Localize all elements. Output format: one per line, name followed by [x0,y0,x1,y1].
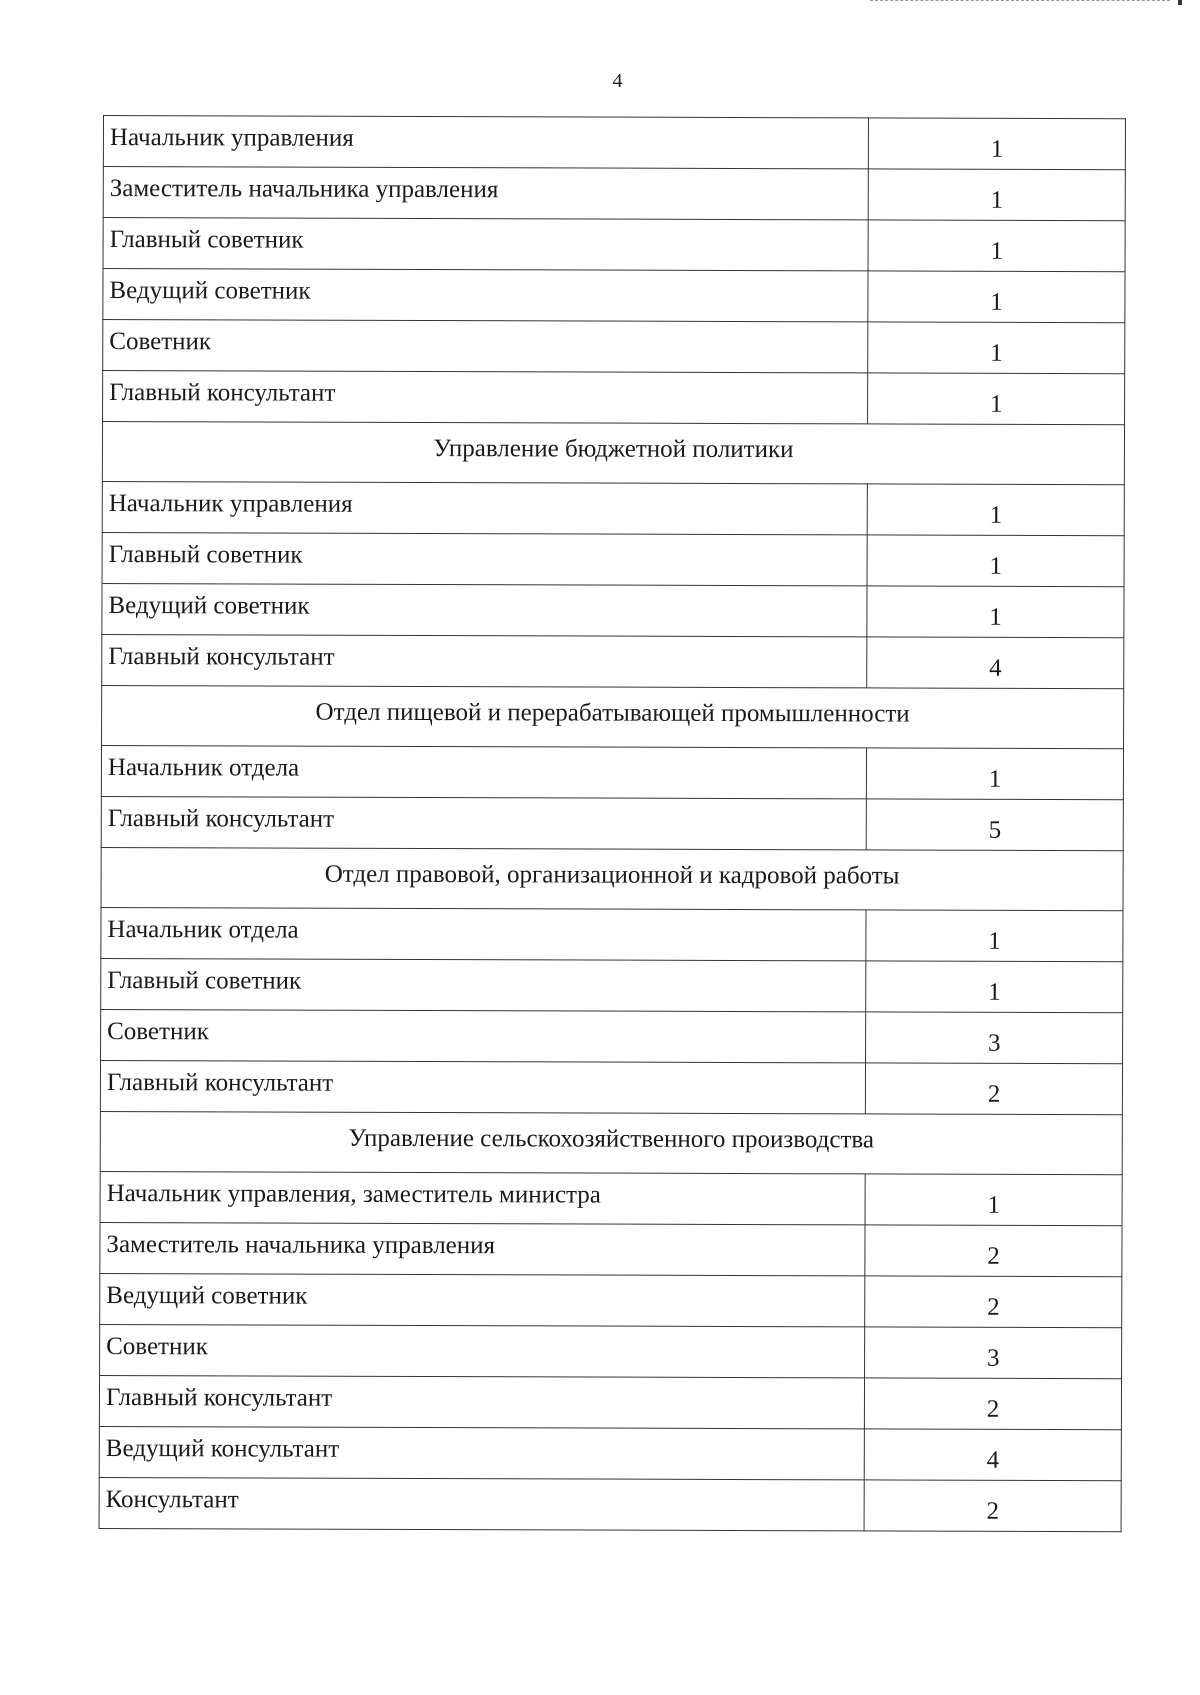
section-title: Отдел пищевой и перерабатывающей промышленности [102,685,1124,748]
table-row [102,481,1124,535]
position-cell: Главный консультант [99,1375,864,1428]
table-row [100,1171,1122,1225]
position-cell: Главный советник [103,218,868,271]
table-row [99,1375,1121,1429]
table-row [101,958,1123,1012]
count-cell: 5 [866,799,1123,851]
count-cell: 1 [868,220,1125,272]
table-row [103,116,1125,170]
section-title: Управление бюджетной политики [102,422,1124,485]
scan-edge-mark [870,0,1170,3]
count-cell: 1 [868,169,1125,221]
count-cell: 2 [865,1378,1122,1430]
position-cell: Начальник управления [103,116,868,169]
position-cell: Консультант [99,1477,864,1530]
table-row [99,1477,1121,1531]
scan-edge-dot [1178,0,1182,5]
position-cell: Советник [103,320,868,373]
count-cell: 1 [868,373,1125,425]
count-cell: 1 [866,961,1123,1013]
table-row [99,1426,1121,1480]
table-row [101,907,1123,961]
count-cell: 2 [864,1480,1121,1532]
table-row [100,1060,1122,1114]
count-cell: 1 [865,1174,1122,1226]
position-cell: Ведущий советник [100,1273,865,1326]
page-number: 4 [612,70,623,92]
table-row [100,1222,1122,1276]
position-cell: Ведущий советник [102,583,867,636]
table-row [103,269,1125,323]
count-cell: 1 [869,118,1126,170]
section-header-row [100,1111,1122,1174]
position-cell: Главный консультант [102,634,867,687]
table-row [100,1324,1122,1378]
position-cell: Начальник отдела [101,745,866,798]
count-cell: 3 [865,1327,1122,1379]
count-cell: 1 [867,535,1124,587]
count-cell: 2 [865,1276,1122,1328]
count-cell: 4 [867,637,1124,689]
table-row [101,745,1123,799]
position-cell: Главный консультант [101,796,866,849]
section-header-row [102,685,1124,748]
table-row [102,532,1124,586]
section-title: Управление сельскохозяйственного производства [100,1111,1122,1174]
position-cell: Начальник отдела [101,907,866,960]
position-cell: Советник [100,1324,865,1377]
count-cell: 1 [867,586,1124,638]
table-row [102,583,1124,637]
count-cell: 1 [868,322,1125,374]
count-cell: 1 [867,748,1124,800]
count-cell: 1 [866,910,1123,962]
table-row [101,796,1123,850]
section-title: Отдел правовой, организационной и кадровой работы [101,847,1123,910]
table-row [102,634,1124,688]
count-cell: 2 [865,1225,1122,1277]
position-cell: Начальник управления [102,481,867,534]
count-cell: 3 [866,1012,1123,1064]
count-cell: 1 [868,271,1125,323]
table-row [103,218,1125,272]
position-cell: Главный консультант [103,371,868,424]
table-row [103,320,1125,374]
position-cell: Советник [101,1009,866,1062]
position-cell: Заместитель начальника управления [103,167,868,220]
table-row [103,167,1125,221]
staff-table [99,115,1126,1532]
table-row [100,1273,1122,1327]
count-cell: 4 [864,1429,1121,1481]
position-cell: Ведущий советник [103,269,868,322]
section-header-row [101,847,1123,910]
position-cell: Главный советник [101,958,866,1011]
position-cell: Главный советник [102,532,867,585]
count-cell: 2 [866,1063,1123,1115]
count-cell: 1 [867,484,1124,536]
position-cell: Главный консультант [100,1060,865,1113]
position-cell: Ведущий консультант [99,1426,864,1479]
section-header-row [102,422,1124,485]
table-row [101,1009,1123,1063]
staff-table-body [99,116,1125,1532]
table-row [103,371,1125,425]
position-cell: Заместитель начальника управления [100,1222,865,1275]
position-cell: Начальник управления, заместитель министра [100,1171,865,1224]
